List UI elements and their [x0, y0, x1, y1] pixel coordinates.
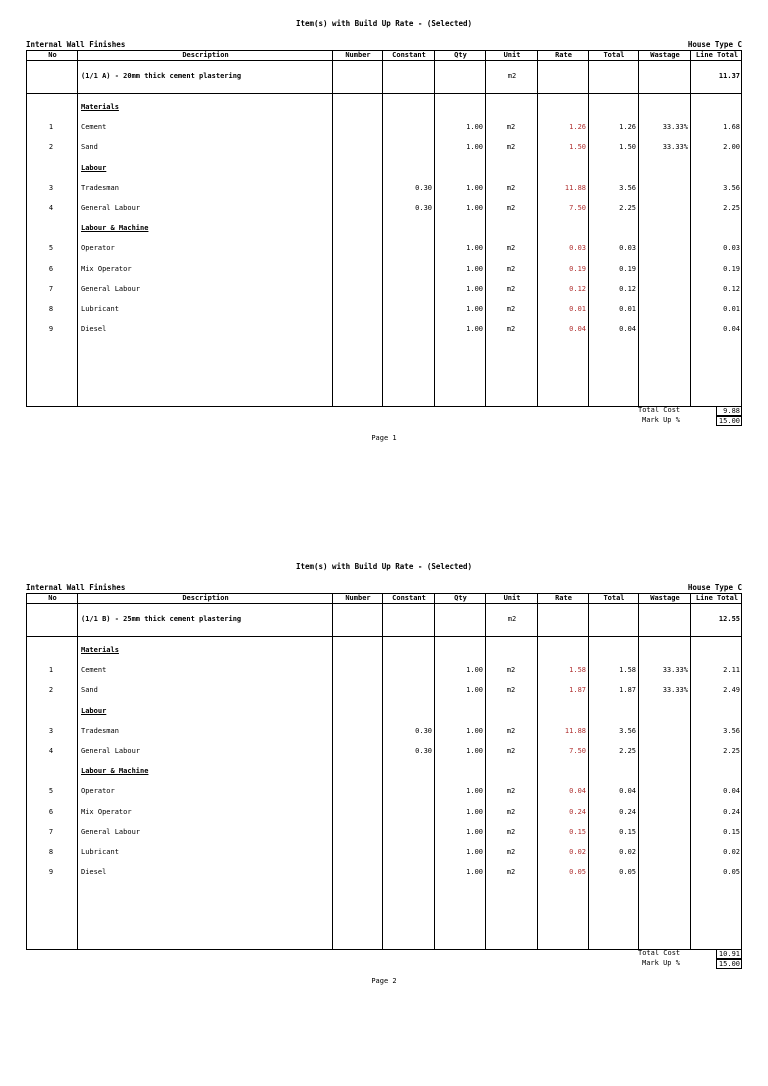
column-divider [537, 594, 538, 949]
column-divider [690, 594, 691, 949]
table-row [27, 828, 741, 837]
row-unit: m2 [506, 868, 516, 877]
table-row [27, 244, 741, 253]
row-line-total: 2.11 [723, 666, 740, 675]
row-unit: m2 [506, 123, 516, 132]
row-qty: 1.00 [466, 787, 483, 796]
build-up-table [26, 593, 742, 950]
row-line-total: 3.56 [723, 183, 740, 192]
column-divider [382, 594, 383, 949]
row-unit: m2 [506, 143, 516, 152]
section-title: Internal Wall Finishes [26, 583, 126, 592]
row-no: 6 [48, 264, 54, 273]
row-line-total: 2.49 [723, 686, 740, 695]
row-rate: 0.15 [569, 827, 586, 836]
total-cost-value: 10.91 [716, 949, 742, 959]
row-unit: m2 [506, 325, 516, 334]
table-row [27, 686, 741, 695]
row-rate: 0.19 [569, 264, 586, 273]
row-total: 2.25 [619, 204, 636, 212]
row-line-total: 0.05 [723, 868, 740, 877]
row-description: Operator [81, 244, 115, 253]
item-unit: m2 [507, 72, 517, 80]
row-rate: 0.05 [569, 868, 586, 877]
header-line-total: Line Total [695, 594, 739, 602]
table-row [27, 868, 741, 877]
row-rate: 7.50 [569, 747, 586, 755]
table-row [27, 143, 741, 152]
row-rate: 1.87 [569, 686, 586, 695]
row-line-total: 0.15 [723, 827, 740, 836]
row-qty: 1.00 [466, 686, 483, 695]
row-description: General Labour [81, 747, 141, 755]
row-unit: m2 [506, 726, 516, 735]
row-qty: 1.00 [466, 747, 483, 755]
row-wastage: 33.33% [662, 123, 688, 132]
row-total: 0.12 [619, 284, 636, 293]
item-row-divider [27, 93, 741, 94]
item-description: (1/1 B) - 25mm thick cement plastering [81, 615, 242, 623]
header-description: Description [182, 594, 229, 602]
row-rate: 0.04 [569, 325, 586, 334]
table-row [27, 204, 741, 213]
row-description: Operator [81, 787, 115, 796]
row-unit: m2 [506, 827, 516, 836]
header-total: Total [603, 51, 625, 59]
column-divider [588, 51, 589, 406]
row-description: Diesel [81, 325, 107, 334]
row-no: 3 [48, 726, 54, 735]
row-unit: m2 [506, 244, 516, 253]
row-total: 0.05 [619, 868, 636, 877]
header-unit: Unit [503, 51, 521, 59]
row-qty: 1.00 [466, 325, 483, 334]
header-qty: Qty [454, 51, 467, 59]
row-constant: 0.30 [415, 747, 432, 755]
row-no: 2 [48, 686, 54, 695]
row-qty: 1.00 [466, 123, 483, 132]
row-qty: 1.00 [466, 264, 483, 273]
row-no: 5 [48, 244, 54, 253]
row-line-total: 0.24 [723, 807, 740, 816]
row-no: 7 [48, 827, 54, 836]
row-line-total: 0.12 [723, 284, 740, 293]
group-label: Labour & Machine [81, 767, 149, 776]
row-line-total: 0.02 [723, 848, 740, 856]
row-qty: 1.00 [466, 183, 483, 192]
row-description: Lubricant [81, 305, 119, 313]
row-qty: 1.00 [466, 143, 483, 152]
row-rate: 11.88 [564, 726, 586, 735]
row-rate: 0.03 [569, 244, 586, 253]
row-rate: 7.50 [569, 204, 586, 212]
group-label: Labour [81, 163, 107, 172]
row-qty: 1.00 [466, 244, 483, 253]
row-qty: 1.00 [466, 848, 483, 856]
table-row [27, 265, 741, 274]
row-description: General Labour [81, 284, 141, 293]
report-page [0, 543, 768, 1086]
row-total: 1.26 [619, 123, 636, 132]
page-number: Page 1 [371, 434, 397, 442]
row-wastage: 33.33% [662, 143, 688, 152]
header-wastage: Wastage [650, 594, 680, 602]
column-divider [434, 51, 435, 406]
row-line-total: 0.03 [723, 244, 740, 253]
row-description: Cement [81, 123, 107, 132]
header-rate: Rate [555, 594, 572, 602]
row-qty: 1.00 [466, 305, 483, 313]
row-no: 8 [48, 848, 54, 856]
header-total: Total [603, 594, 625, 602]
table-row [27, 848, 741, 857]
row-no: 7 [48, 284, 54, 293]
row-qty: 1.00 [466, 827, 483, 836]
row-unit: m2 [506, 305, 516, 313]
row-total: 3.56 [619, 726, 636, 735]
column-divider [382, 51, 383, 406]
total-cost-label: Total Cost [638, 949, 681, 957]
row-qty: 1.00 [466, 204, 483, 212]
row-constant: 0.30 [415, 204, 432, 212]
table-row [27, 727, 741, 736]
group-label: Labour [81, 706, 107, 715]
row-description: General Labour [81, 827, 141, 836]
row-no: 4 [48, 204, 54, 212]
total-cost-label: Total Cost [638, 406, 681, 414]
header-rate: Rate [555, 51, 572, 59]
column-divider [332, 51, 333, 406]
markup-value: 15.00 [716, 959, 742, 969]
column-divider [690, 51, 691, 406]
row-line-total: 2.25 [723, 204, 740, 212]
row-unit: m2 [506, 284, 516, 293]
row-line-total: 2.00 [723, 143, 740, 152]
item-line-total: 11.37 [718, 72, 740, 80]
row-line-total: 0.19 [723, 264, 740, 273]
row-rate: 1.50 [569, 143, 586, 152]
row-no: 6 [48, 807, 54, 816]
table-header [27, 594, 741, 604]
header-wastage: Wastage [650, 51, 680, 59]
row-total: 0.04 [619, 325, 636, 334]
row-no: 9 [48, 868, 54, 877]
row-total: 1.58 [619, 666, 636, 675]
header-description: Description [182, 51, 229, 59]
column-divider [434, 594, 435, 949]
item-description: (1/1 A) - 20mm thick cement plastering [81, 72, 242, 80]
table-row [27, 747, 741, 756]
row-qty: 1.00 [466, 284, 483, 293]
item-row-divider [27, 636, 741, 637]
row-qty: 1.00 [466, 726, 483, 735]
table-row [27, 808, 741, 817]
row-description: Diesel [81, 868, 107, 877]
row-no: 2 [48, 143, 54, 152]
row-line-total: 0.01 [723, 305, 740, 313]
column-divider [485, 594, 486, 949]
row-no: 1 [48, 666, 54, 675]
row-rate: 1.26 [569, 123, 586, 132]
row-description: Sand [81, 143, 98, 152]
column-divider [638, 594, 639, 949]
row-unit: m2 [506, 204, 516, 212]
row-rate: 0.02 [569, 848, 586, 856]
header-number: Number [345, 51, 371, 59]
group-label: Labour & Machine [81, 224, 149, 233]
row-total: 0.01 [619, 305, 636, 313]
table-row [27, 666, 741, 675]
row-rate: 11.88 [564, 183, 586, 192]
build-up-table [26, 50, 742, 407]
table-row [27, 787, 741, 796]
row-qty: 1.00 [466, 666, 483, 675]
column-divider [332, 594, 333, 949]
row-no: 9 [48, 325, 54, 334]
row-line-total: 1.68 [723, 123, 740, 132]
item-line-total: 12.55 [718, 615, 740, 623]
row-total: 2.25 [619, 747, 636, 755]
row-description: Tradesman [81, 183, 119, 192]
group-label: Materials [81, 103, 119, 111]
header-unit: Unit [503, 594, 521, 602]
page-number: Page 2 [371, 977, 397, 985]
row-total: 3.56 [619, 183, 636, 192]
table-row [27, 184, 741, 193]
row-wastage: 33.33% [662, 686, 688, 695]
row-wastage: 33.33% [662, 666, 688, 675]
row-line-total: 0.04 [723, 787, 740, 796]
row-rate: 0.04 [569, 787, 586, 796]
row-total: 0.19 [619, 264, 636, 273]
row-no: 5 [48, 787, 54, 796]
row-description: General Labour [81, 204, 141, 212]
column-divider [638, 51, 639, 406]
row-total: 0.03 [619, 244, 636, 253]
header-no: No [48, 51, 57, 59]
row-unit: m2 [506, 666, 516, 675]
row-no: 8 [48, 305, 54, 313]
table-row [27, 325, 741, 334]
row-total: 0.04 [619, 787, 636, 796]
column-divider [485, 51, 486, 406]
row-unit: m2 [506, 686, 516, 695]
column-divider [77, 594, 78, 949]
row-description: Lubricant [81, 848, 119, 856]
row-line-total: 0.04 [723, 325, 740, 334]
row-total: 0.02 [619, 848, 636, 856]
row-qty: 1.00 [466, 868, 483, 877]
header-no: No [48, 594, 57, 602]
row-total: 1.87 [619, 686, 636, 695]
row-total: 0.15 [619, 827, 636, 836]
row-unit: m2 [506, 807, 516, 816]
row-no: 4 [48, 747, 54, 755]
section-title: Internal Wall Finishes [26, 40, 126, 49]
markup-label: Mark Up % [642, 959, 680, 967]
markup-label: Mark Up % [642, 416, 680, 424]
report-title: Item(s) with Build Up Rate - (Selected) [295, 19, 473, 28]
row-no: 1 [48, 123, 54, 132]
row-unit: m2 [506, 787, 516, 796]
house-type: House Type C [687, 40, 742, 49]
header-constant: Constant [392, 594, 426, 602]
row-unit: m2 [506, 183, 516, 192]
row-qty: 1.00 [466, 807, 483, 816]
row-rate: 0.24 [569, 807, 586, 816]
table-row [27, 123, 741, 132]
header-number: Number [345, 594, 371, 602]
row-unit: m2 [506, 848, 516, 856]
row-description: Cement [81, 666, 107, 675]
group-label: Materials [81, 646, 119, 654]
column-divider [537, 51, 538, 406]
table-row [27, 285, 741, 294]
header-qty: Qty [454, 594, 467, 602]
total-cost-value: 9.88 [716, 406, 742, 416]
item-unit: m2 [507, 615, 517, 623]
row-rate: 1.58 [569, 666, 586, 675]
column-divider [588, 594, 589, 949]
column-divider [77, 51, 78, 406]
row-rate: 0.12 [569, 284, 586, 293]
row-line-total: 3.56 [723, 726, 740, 735]
table-row [27, 305, 741, 314]
report-title: Item(s) with Build Up Rate - (Selected) [295, 562, 473, 571]
row-no: 3 [48, 183, 54, 192]
row-total: 0.24 [619, 807, 636, 816]
row-line-total: 2.25 [723, 747, 740, 755]
row-description: Mix Operator [81, 807, 132, 816]
house-type: House Type C [687, 583, 742, 592]
row-constant: 0.30 [415, 726, 432, 735]
markup-value: 15.00 [716, 416, 742, 426]
row-rate: 0.01 [569, 305, 586, 313]
row-unit: m2 [506, 747, 516, 755]
header-constant: Constant [392, 51, 426, 59]
header-line-total: Line Total [695, 51, 739, 59]
row-total: 1.50 [619, 143, 636, 152]
table-header [27, 51, 741, 61]
row-description: Sand [81, 686, 98, 695]
row-constant: 0.30 [415, 183, 432, 192]
row-description: Mix Operator [81, 264, 132, 273]
row-description: Tradesman [81, 726, 119, 735]
row-unit: m2 [506, 264, 516, 273]
